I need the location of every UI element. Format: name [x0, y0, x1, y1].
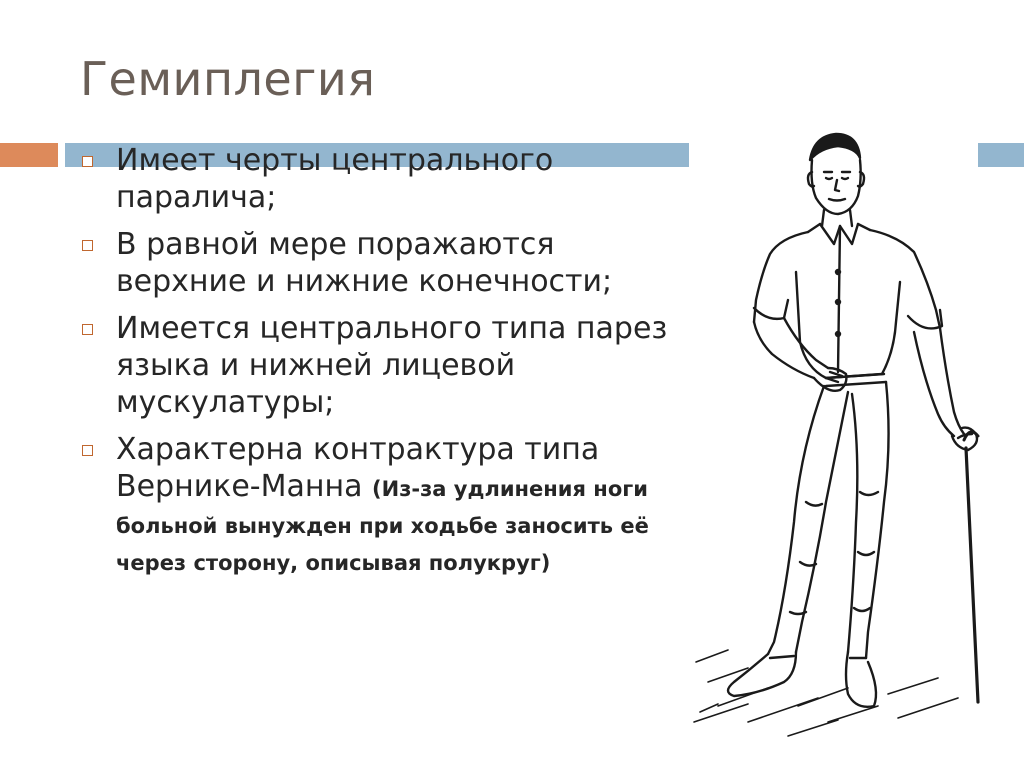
bullet-text: В равной мере поражаются верхние и нижние конечности;	[116, 227, 613, 299]
square-bullet-icon	[82, 445, 93, 456]
bullet-list	[80, 142, 680, 589]
bullet-item	[80, 226, 680, 300]
bullet-text: Характерна контрактура типа Вернике-Манна	[116, 432, 600, 504]
bullet-item	[80, 310, 680, 421]
square-bullet-icon	[82, 324, 93, 335]
bullet-text: Имеет черты центрального паралича;	[116, 143, 554, 215]
bullet-bold-note: (Из-за удлинения ноги больной вынужден при ходьбе заносить её через сторону, описывая полукруг)	[116, 477, 649, 575]
square-bullet-icon	[82, 240, 93, 251]
square-bullet-icon	[82, 156, 93, 167]
accent-bar-orange	[0, 143, 58, 167]
slide-title: Гемиплегия	[80, 52, 376, 106]
bullet-item	[80, 431, 680, 579]
bullet-item	[80, 142, 680, 216]
man-with-cane-sketch-icon	[688, 122, 988, 752]
bullet-text: Имеется центрального типа парез языка и нижней лицевой мускулатуры;	[116, 311, 668, 420]
